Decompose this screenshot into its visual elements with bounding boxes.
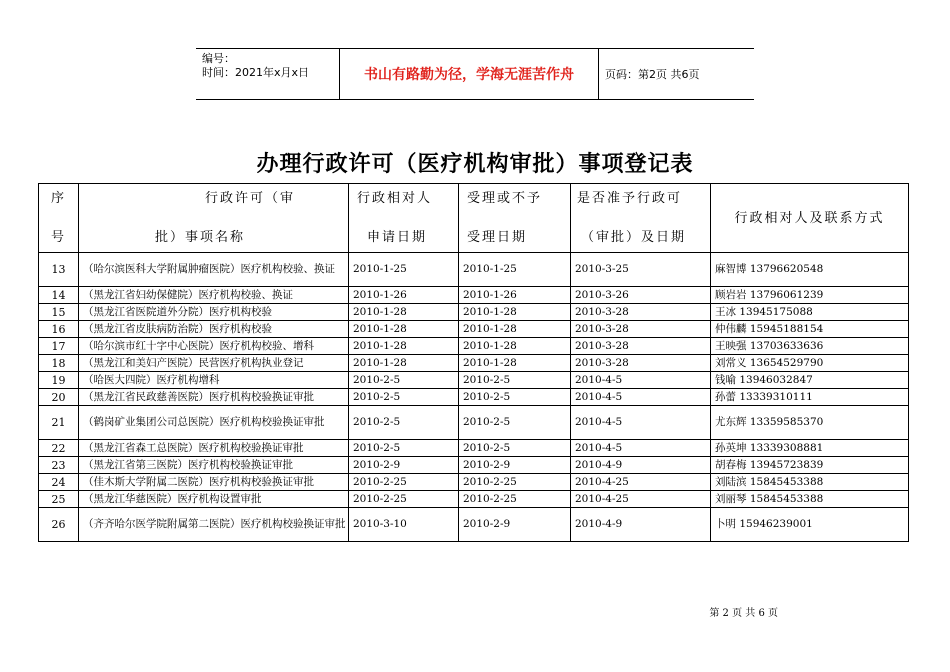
- row-apply-date: 2010-1-26: [349, 287, 459, 304]
- page-footer: 第 2 页 共 6 页: [709, 608, 778, 619]
- row-apply-date: 2010-1-25: [349, 253, 459, 287]
- row-approve-date: 2010-4-5: [571, 440, 711, 457]
- table-row: [39, 338, 909, 355]
- row-item-name: （哈尔滨医科大学附属肿瘤医院）医疗机构校验、换证: [79, 253, 349, 287]
- table-row: [39, 355, 909, 372]
- row-seq: 18: [39, 355, 79, 372]
- row-seq: 14: [39, 287, 79, 304]
- row-accept-date: 2010-1-25: [459, 253, 571, 287]
- row-seq: 17: [39, 338, 79, 355]
- header-page-number: 页码：第2页 共6页: [605, 68, 700, 81]
- table-row: [39, 491, 909, 508]
- row-seq: 19: [39, 372, 79, 389]
- row-accept-date: 2010-1-28: [459, 321, 571, 338]
- row-approve-date: 2010-4-9: [571, 457, 711, 474]
- row-accept-date: 2010-2-25: [459, 491, 571, 508]
- row-approve-date: 2010-3-28: [571, 338, 711, 355]
- row-seq: 16: [39, 321, 79, 338]
- table-row: [39, 508, 909, 542]
- row-accept-date: 2010-2-5: [459, 406, 571, 440]
- row-item-name: （黑龙江省皮肤病防治院）医疗机构校验: [79, 321, 349, 338]
- row-apply-date: 2010-2-25: [349, 474, 459, 491]
- header-seq: 序 号: [39, 184, 79, 253]
- row-approve-date: 2010-4-25: [571, 491, 711, 508]
- row-seq: 22: [39, 440, 79, 457]
- row-approve-date: 2010-4-5: [571, 389, 711, 406]
- row-item-name: （黑龙江省妇幼保健院）医疗机构校验、换证: [79, 287, 349, 304]
- row-apply-date: 2010-2-5: [349, 372, 459, 389]
- table-row: [39, 253, 909, 287]
- row-accept-date: 2010-2-5: [459, 372, 571, 389]
- table-row: [39, 372, 909, 389]
- row-seq: 20: [39, 389, 79, 406]
- row-approve-date: 2010-3-26: [571, 287, 711, 304]
- row-accept-date: 2010-1-28: [459, 338, 571, 355]
- row-item-name: （哈医大四院）医疗机构增科: [79, 372, 349, 389]
- document-title: 办理行政许可（医疗机构审批）事项登记表: [256, 152, 694, 177]
- row-approve-date: 2010-3-28: [571, 355, 711, 372]
- header-slogan: 书山有路勤为径，学海无涯苦作舟: [340, 49, 599, 99]
- row-accept-date: 2010-1-28: [459, 355, 571, 372]
- row-approve-date: 2010-3-28: [571, 304, 711, 321]
- row-contact: 卜明 15946239001: [711, 508, 909, 542]
- row-accept-date: 2010-1-26: [459, 287, 571, 304]
- row-apply-date: 2010-3-10: [349, 508, 459, 542]
- header-item-name: 行政许可（审 批）事项名称: [79, 184, 349, 253]
- page-header: [196, 48, 754, 100]
- row-approve-date: 2010-4-25: [571, 474, 711, 491]
- row-apply-date: 2010-2-25: [349, 491, 459, 508]
- table-row: [39, 474, 909, 491]
- row-contact: 刘常义 13654529790: [711, 355, 909, 372]
- row-approve-date: 2010-3-28: [571, 321, 711, 338]
- row-contact: 顾岩岩 13796061239: [711, 287, 909, 304]
- row-item-name: （佳木斯大学附属二医院）医疗机构校验换证审批: [79, 474, 349, 491]
- code-label: 编号：: [202, 52, 235, 65]
- row-apply-date: 2010-2-5: [349, 389, 459, 406]
- row-apply-date: 2010-2-9: [349, 457, 459, 474]
- table-row: [39, 457, 909, 474]
- row-approve-date: 2010-4-5: [571, 406, 711, 440]
- header-apply-date: 行政相对人 申请日期: [349, 184, 459, 253]
- row-seq: 24: [39, 474, 79, 491]
- row-apply-date: 2010-2-5: [349, 406, 459, 440]
- table-row: [39, 440, 909, 457]
- row-accept-date: 2010-2-5: [459, 440, 571, 457]
- header-approve-date: 是否准予行政可 （审批）及日期: [571, 184, 711, 253]
- table-row: [39, 389, 909, 406]
- row-contact: 孙蕾 13339310111: [711, 389, 909, 406]
- row-contact: 胡春梅 13945723839: [711, 457, 909, 474]
- row-accept-date: 2010-2-9: [459, 457, 571, 474]
- registration-table: [38, 183, 909, 542]
- row-item-name: （鹤岗矿业集团公司总医院）医疗机构校验换证审批: [79, 406, 349, 440]
- row-contact: 仲伟麟 15945188154: [711, 321, 909, 338]
- row-item-name: （黑龙江省第三医院）医疗机构校验换证审批: [79, 457, 349, 474]
- row-item-name: （黑龙江和美妇产医院）民营医疗机构执业登记: [79, 355, 349, 372]
- row-contact: 刘丽琴 15845453388: [711, 491, 909, 508]
- table-row: [39, 321, 909, 338]
- row-item-name: （黑龙江华慈医院）医疗机构设置审批: [79, 491, 349, 508]
- row-apply-date: 2010-1-28: [349, 338, 459, 355]
- row-seq: 15: [39, 304, 79, 321]
- row-seq: 13: [39, 253, 79, 287]
- row-contact: 钱喻 13946032847: [711, 372, 909, 389]
- row-seq: 26: [39, 508, 79, 542]
- row-seq: 25: [39, 491, 79, 508]
- table-header-row: [39, 184, 909, 253]
- row-approve-date: 2010-4-5: [571, 372, 711, 389]
- header-contact: 行政相对人及联系方式: [711, 184, 909, 253]
- table-row: [39, 406, 909, 440]
- row-item-name: （黑龙江省医院道外分院）医疗机构校验: [79, 304, 349, 321]
- row-item-name: （哈尔滨市红十字中心医院）医疗机构校验、增科: [79, 338, 349, 355]
- row-apply-date: 2010-2-5: [349, 440, 459, 457]
- row-contact: 尤东辉 13359585370: [711, 406, 909, 440]
- row-accept-date: 2010-2-9: [459, 508, 571, 542]
- row-seq: 21: [39, 406, 79, 440]
- row-accept-date: 2010-2-25: [459, 474, 571, 491]
- row-apply-date: 2010-1-28: [349, 355, 459, 372]
- row-contact: 麻智博 13796620548: [711, 253, 909, 287]
- row-contact: 王映强 13703633636: [711, 338, 909, 355]
- row-approve-date: 2010-3-25: [571, 253, 711, 287]
- row-seq: 23: [39, 457, 79, 474]
- row-approve-date: 2010-4-9: [571, 508, 711, 542]
- table-row: [39, 304, 909, 321]
- row-item-name: （黑龙江省民政慈善医院）医疗机构校验换证审批: [79, 389, 349, 406]
- row-item-name: （齐齐哈尔医学院附属第二医院）医疗机构校验换证审批: [79, 508, 349, 542]
- row-contact: 王冰 13945175088: [711, 304, 909, 321]
- time-text: 时间：2021年x月x日: [202, 66, 310, 79]
- row-apply-date: 2010-1-28: [349, 321, 459, 338]
- row-contact: 刘陆滨 15845453388: [711, 474, 909, 491]
- row-accept-date: 2010-2-5: [459, 389, 571, 406]
- header-meta: [196, 49, 340, 99]
- row-apply-date: 2010-1-28: [349, 304, 459, 321]
- row-contact: 孙英坤 13339308881: [711, 440, 909, 457]
- row-accept-date: 2010-1-28: [459, 304, 571, 321]
- table-row: [39, 287, 909, 304]
- header-accept-date: 受理或不予 受理日期: [459, 184, 571, 253]
- row-item-name: （黑龙江省森工总医院）医疗机构校验换证审批: [79, 440, 349, 457]
